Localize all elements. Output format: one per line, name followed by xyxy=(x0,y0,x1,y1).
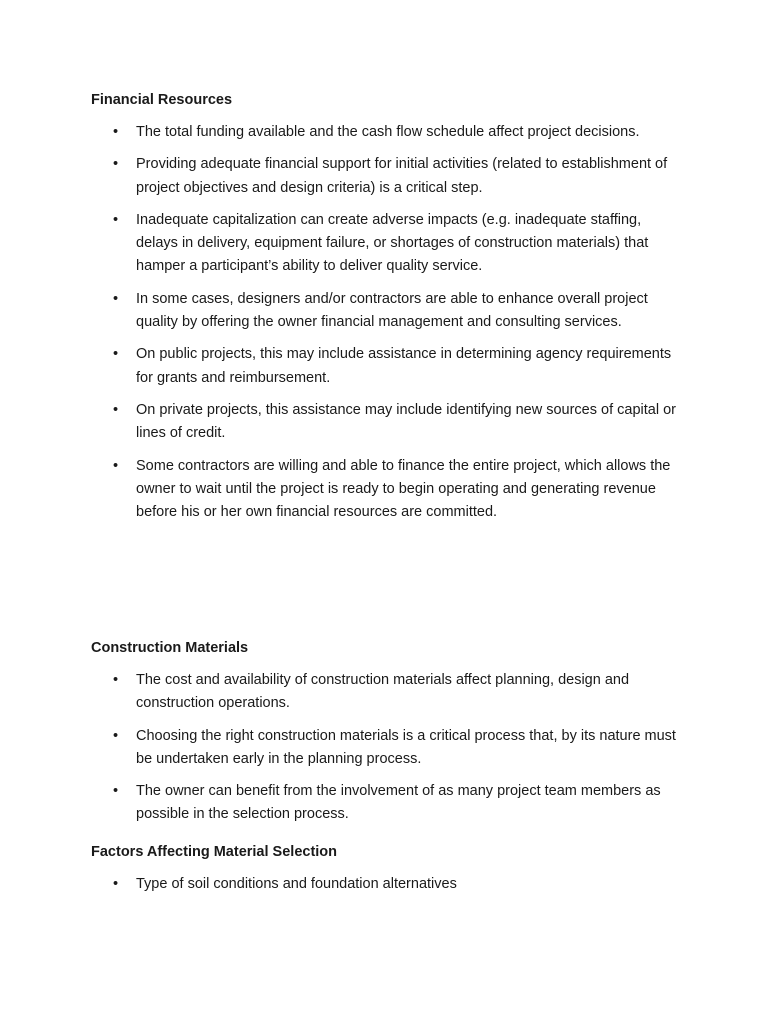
list-item-text: Providing adequate financial support for initial activities (related to establishment of project objectives and design criteria) is a critical step. xyxy=(136,156,668,196)
list-item xyxy=(91,288,681,335)
section-factors-material-selection xyxy=(91,841,681,896)
list-item-text: The owner can benefit from the involvement of as many project team members as possible in the selection process. xyxy=(136,783,661,823)
list-item xyxy=(91,455,681,525)
list-item xyxy=(91,153,681,200)
bullet-icon: • xyxy=(113,156,119,173)
list-item xyxy=(91,209,681,279)
bullet-icon: • xyxy=(113,346,119,363)
list-item-text: Inadequate capitalization can create adverse impacts (e.g. inadequate staffing, delays in delivery, equipment failure, or shortages of construction materials) that hamper a participant’s ability to deliver quality service. xyxy=(136,211,649,275)
bullet-icon: • xyxy=(113,783,119,800)
list-item-text: Choosing the right construction materials is a critical process that, by its nature must be undertaken early in the planning process. xyxy=(136,727,676,767)
list-item xyxy=(91,725,681,772)
bullet-icon: • xyxy=(113,124,119,140)
list-item-text: Some contractors are willing and able to finance the entire project, which allows the owner to wait until the project is ready to begin operating and generating revenue before his or her own financial resources are committed. xyxy=(136,457,671,521)
list-item-text: Type of soil conditions and foundation alternatives xyxy=(136,876,457,892)
list-item-text: The total funding available and the cash flow schedule affect project decisions. xyxy=(136,124,640,140)
bullet-icon: • xyxy=(113,290,119,307)
list-item xyxy=(91,780,681,827)
section-heading: Financial Resources xyxy=(91,92,233,108)
bullet-list xyxy=(91,873,681,896)
list-item-text: On private projects, this assistance may include identifying new sources of capital or lines of credit. xyxy=(136,401,676,442)
bullet-icon: • xyxy=(113,401,119,418)
list-item-text: In some cases, designers and/or contractors are able to enhance overall project quality by offering the owner financial management and consulting services. xyxy=(136,290,648,331)
bullet-icon: • xyxy=(113,457,119,474)
list-item-text: The cost and availability of construction materials affect planning, design and construction operations. xyxy=(136,672,630,712)
bullet-list xyxy=(91,121,681,524)
section-heading: Construction Materials xyxy=(91,640,249,656)
bullet-icon: • xyxy=(113,876,119,892)
list-item xyxy=(91,399,681,446)
section-heading: Factors Affecting Material Selection xyxy=(91,844,338,860)
bullet-icon: • xyxy=(113,672,119,688)
list-item xyxy=(91,121,681,144)
bullet-icon: • xyxy=(113,727,119,744)
list-item xyxy=(91,873,681,896)
bullet-list xyxy=(91,669,681,827)
list-item xyxy=(91,343,681,390)
section-construction-materials xyxy=(91,637,681,827)
list-item xyxy=(91,669,681,716)
section-financial-resources xyxy=(91,89,681,524)
list-item-text: On public projects, this may include assistance in determining agency requirements for grants and reimbursement. xyxy=(136,346,672,386)
bullet-icon: • xyxy=(113,211,119,228)
